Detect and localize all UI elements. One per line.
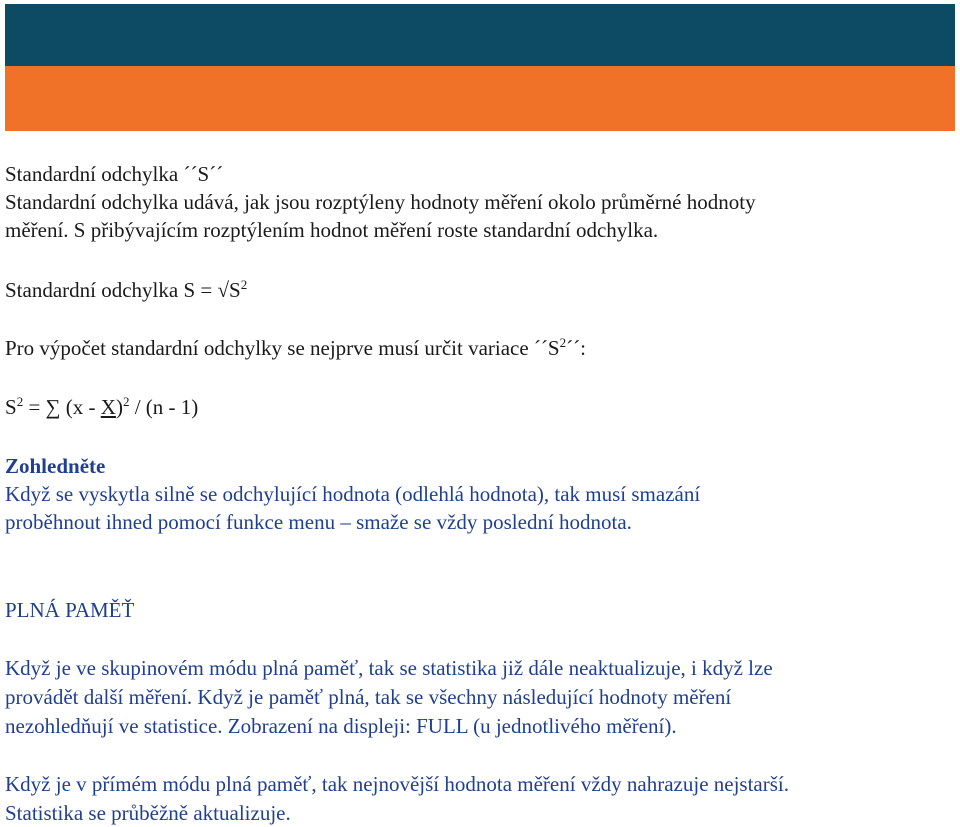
section-title: Standardní odchylka ´´S´´ [5,162,224,186]
variance-intro [5,334,586,362]
sum-symbol: ∑ [45,395,61,419]
memory-heading: PLNÁ PAMĚŤ [5,598,135,622]
header-bar-dark [5,4,955,66]
variance-exponent: 2 [559,335,567,350]
memory-paragraph-line: Když je v přímém módu plná paměť, tak nejnovější hodnota měření vždy nahrazuje nejstarší. [5,772,789,796]
variance-suffix: ´´: [566,336,586,360]
memory-paragraph-line: provádět další měření. Když je paměť plná, tak se všechny následující hodnoty měření [5,685,732,709]
note-heading: Zohledněte [5,454,106,478]
sqrt-symbol: √ [217,278,230,302]
formula-eq: = [23,395,46,419]
formula-rest: / (n - 1) [129,395,199,419]
formula-s-exponent: 2 [16,394,24,409]
header-bar-orange [5,66,955,131]
formula-s: S [5,395,17,419]
memory-paragraph-line: nezohledňují ve statistice. Zobrazení na displeji: FULL (u jednotlivého měření). [5,714,677,738]
paragraph-line: měření. S přibývajícím rozptýlením hodnot měření roste standardní odchylka. [5,218,659,242]
formula-close: ) [115,395,123,419]
memory-paragraph-line: Statistika se průběžně aktualizuje. [5,801,291,825]
formula-exponent: 2 [122,394,130,409]
note-line: proběhnout ihned pomocí funkce menu – smaže se vždy poslední hodnota. [5,510,632,534]
formula-variance [5,393,198,421]
formula-mean: X [100,395,116,419]
paragraph-line: Standardní odchylka udává, jak jsou rozptýleny hodnoty měření okolo průměrné hodnoty [5,190,756,214]
formula-std-dev [5,276,247,304]
memory-paragraph-line: Když je ve skupinovém módu plná paměť, tak se statistika již dále neaktualizuje, i když lze [5,656,773,680]
note-line: Když se vyskytla silně se odchylující hodnota (odlehlá hodnota), tak musí smazání [5,482,701,506]
variance-text: Pro výpočet standardní odchylky se nejprve musí určit variace ´´S [5,336,560,360]
formula-exponent: 2 [240,277,248,292]
formula-open: (x - [60,395,101,419]
formula-var: S [229,278,241,302]
formula-prefix: Standardní odchylka S = [5,278,218,302]
